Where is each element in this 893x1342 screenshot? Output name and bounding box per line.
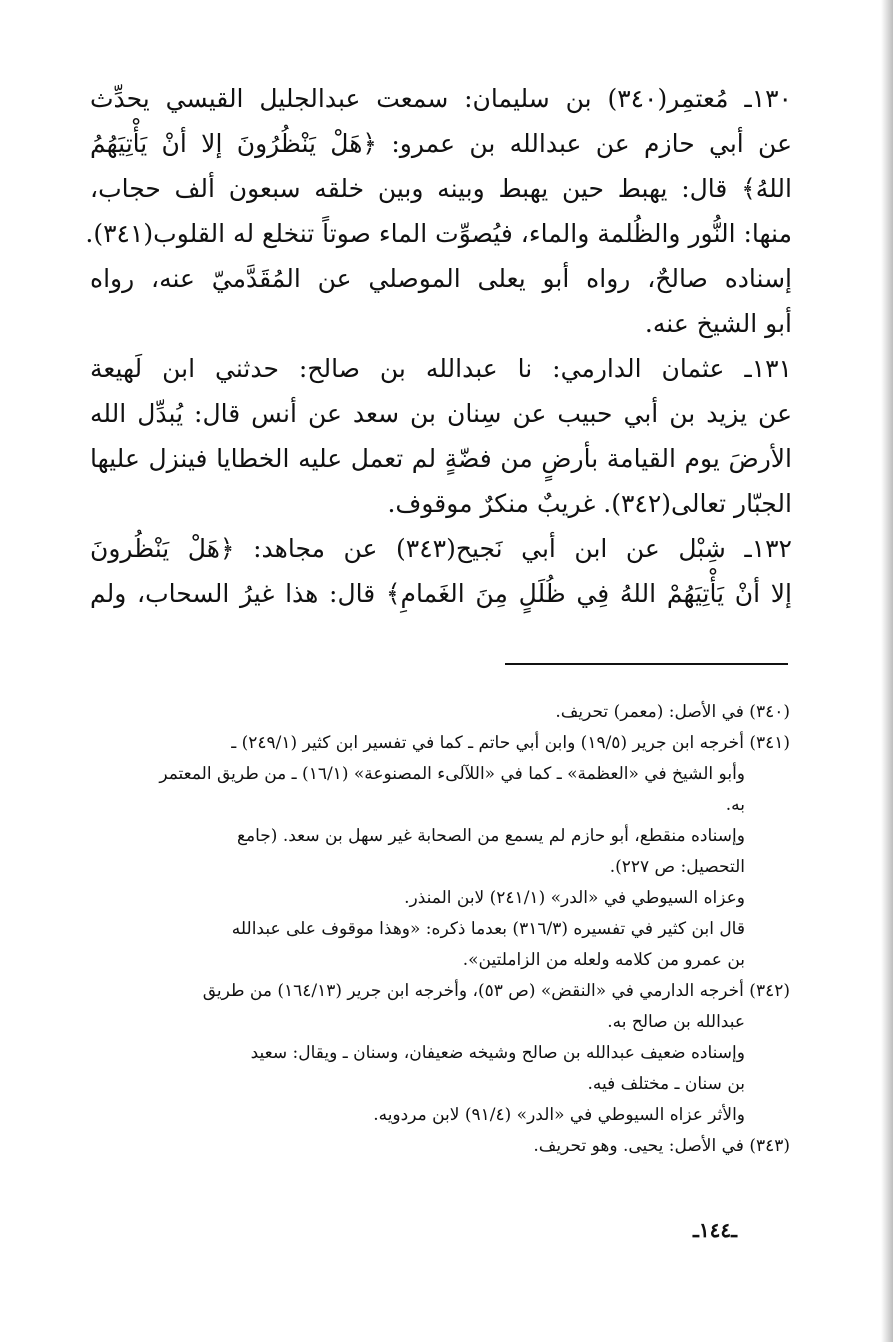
text-line: عن يزيد بن أبي حبيب عن سِنان بن سعد عن أنس قال: يُبدِّل الله	[90, 399, 792, 428]
main-text	[85, 76, 792, 616]
footnote-line: وإسناده منقطع، أبو حازم لم يسمع من الصحابة غير سهل بن سعد. (جامع	[236, 826, 745, 846]
footnote-line: (٣٤١) أخرجه ابن جرير (١٩/٥) وابن أبي حاتم ـ كما في تفسير ابن كثير (٢٤٩/١) ـ	[231, 733, 790, 753]
footnote-line: بن سنان ـ مختلف فيه.	[587, 1074, 745, 1094]
footnote-separator	[505, 663, 788, 665]
page-number: ـ١٤٤ـ	[693, 1218, 737, 1242]
footnote-line: (٣٤٣) في الأصل: يحيى. وهو تحريف.	[533, 1136, 790, 1156]
text-line: ١٣٠ـ مُعتمِر(٣٤٠) بن سليمان: سمعت عبدالجليل القيسي يحدِّث	[90, 84, 792, 113]
text-line: الأرضَ يوم القيامة بأرضٍ من فضّةٍ لم تعمل عليه الخطايا فينزل عليها	[90, 444, 792, 473]
footnote-line: وأبو الشيخ في «العظمة» ـ كما في «اللآلىء المصنوعة» (١٦/١) ـ من طريق المعتمر	[159, 764, 745, 784]
footnotes	[78, 697, 790, 1162]
footnote-line: وعزاه السيوطي في «الدر» (٢٤١/١) لابن المنذر.	[404, 888, 745, 908]
footnote-line: والأثر عزاه السيوطي في «الدر» (٩١/٤) لابن مردويه.	[373, 1105, 745, 1125]
footnote-line: عبدالله بن صالح به.	[607, 1012, 745, 1032]
footnote-line: (٣٤٢) أخرجه الدارمي في «النقض» (ص ٥٣)، وأخرجه ابن جرير (١٦٤/١٣) من طريق	[202, 981, 790, 1001]
text-line: أبو الشيخ عنه.	[644, 309, 792, 338]
footnote-line: قال ابن كثير في تفسيره (٣١٦/٣) بعدما ذكره: «وهذا موقوف على عبدالله	[231, 919, 745, 939]
footnote-line: (٣٤٠) في الأصل: (معمر) تحريف.	[555, 702, 790, 722]
footnote-line: به.	[725, 795, 745, 815]
text-line: إسناده صالحٌ، رواه أبو يعلى الموصلي عن المُقَدَّميّ عنه، رواه	[90, 264, 792, 293]
text-line: إلا أنْ يَأْتِيَهُمْ اللهُ فِي ظُلَلٍ مِنَ الغَمامِ﴾ قال: هذا غيرُ السحاب، ولم	[90, 579, 792, 608]
text-line: عن أبي حازم عن عبدالله بن عمرو: ﴿هَلْ يَنْظُرُونَ إلا أنْ يَأْتِيَهُمُ	[90, 129, 792, 158]
text-line: الجبّار تعالى(٣٤٢). غريبٌ منكرٌ موقوف.	[387, 489, 792, 518]
footnote-line: وإسناده ضعيف عبدالله بن صالح وشيخه ضعيفان، وسنان ـ ويقال: سعيد	[250, 1043, 745, 1063]
text-line: ١٣٢ـ شِبْل عن ابن أبي نَجيح(٣٤٣) عن مجاهد: ﴿هَلْ يَنْظُرونَ	[90, 534, 792, 563]
footnote-line: التحصيل: ص ٢٢٧).	[609, 857, 745, 877]
text-line: ١٣١ـ عثمان الدارمي: نا عبدالله بن صالح: حدثني ابن لَهيعة	[90, 354, 792, 383]
text-line: اللهُ﴾ قال: يهبط حين يهبط وبينه وبين خلقه سبعون ألف حجاب،	[90, 174, 792, 203]
text-line: منها: النُّور والظُلمة والماء، فيُصوِّت الماء صوتاً تنخلع له القلوب(٣٤١).	[85, 219, 792, 248]
page-edge-shadow	[881, 0, 893, 1342]
footnote-line: بن عمرو من كلامه ولعله من الزاملتين».	[462, 950, 745, 970]
